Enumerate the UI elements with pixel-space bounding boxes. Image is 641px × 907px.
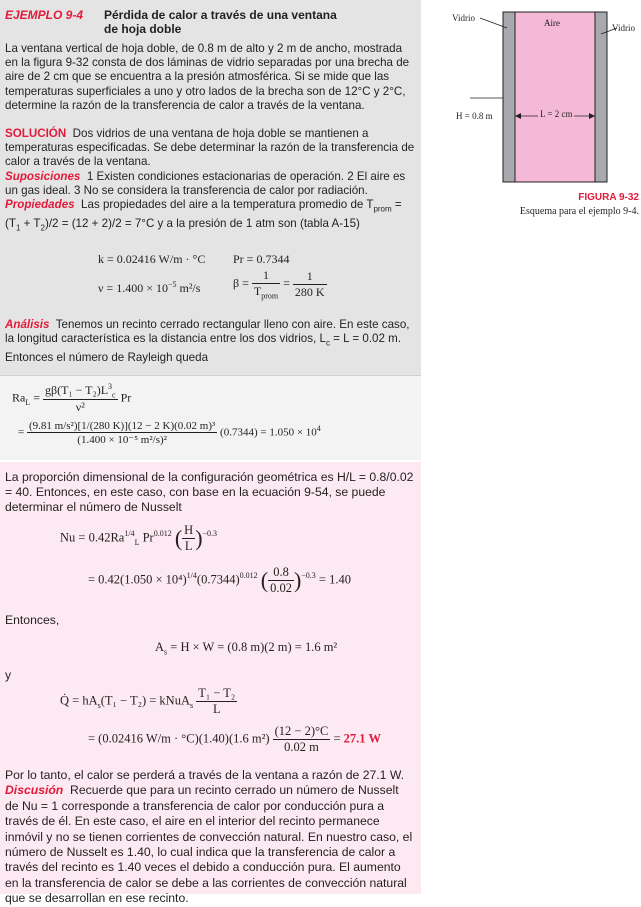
nu-frac-num: H — [184, 523, 194, 537]
label-glass-left: Vidrio — [452, 13, 475, 23]
beta-num: 1 — [252, 268, 280, 284]
conclusion-section — [5, 768, 415, 907]
nu-exp: −0.3 — [202, 529, 218, 539]
problem-text: La ventana vertical de hoja doble, de 0.8 m de alto y 2 m de ancho, mostrada en la figura 9-32 consta de dos láminas de vidrio separadas por una brecha de aire de 2 cm que se encuentra a la presión atmosférica. Si se mide que las temperaturas superficiales a uno y otro lados de la brecha son de 12°C y 2°C, determine la razón de la transferencia de calor a través de la ventana. — [5, 42, 410, 112]
answer-value: 27.1 W — [343, 731, 381, 746]
discussion-label: Discusión — [5, 783, 64, 798]
beta-eq: = — [283, 275, 293, 290]
conclusion-text: Por lo tanto, el calor se perderá a través de la ventana a razón de 27.1 W. — [5, 768, 405, 782]
problem-statement — [5, 42, 417, 113]
ra-pr: Pr — [117, 390, 132, 405]
example-title: Pérdida de calor a través de una ventana de hoja doble — [104, 8, 337, 36]
prop-nu-exp: −5 — [167, 280, 177, 289]
assumptions-text: 1 Existen condiciones estacionarias de operación. 2 El aire es un gas ideal. 3 No se considera la transferencia de calor por radiación. — [5, 169, 406, 197]
ra-num-1: gβ(T₁ − T₂)L — [45, 383, 109, 397]
figure-caption: Esquema para el ejemplo 9-4. — [519, 206, 639, 217]
solution-text: Dos vidrios de una ventana de hoja doble se mantienen a temperaturas especificadas. Se debe determinar la razón de la transferencia de calor a través de la ventana. — [5, 127, 415, 169]
prop-k: k = 0.02416 W/m · °C — [98, 252, 206, 266]
nu-line-1b: Pr — [139, 530, 154, 545]
nu-sup-3: 1/4 — [186, 571, 197, 581]
heat-line-1b: (T₁ − T₂) = kNuA — [100, 693, 190, 708]
prop-nu-unit: m²/s — [176, 281, 201, 295]
label-gap: L = 2 cm — [540, 109, 573, 119]
heat-frac-2 — [273, 724, 331, 755]
beta-lhs: β = — [233, 275, 252, 290]
glass-right — [595, 12, 607, 182]
prop-pr: Pr = 0.7344 — [233, 252, 290, 266]
nu-exp-2: −0.3 — [301, 571, 316, 581]
label-height: H = 0.8 m — [456, 111, 493, 121]
ra-frac-1 — [43, 382, 118, 415]
ra-lhs-sub: L — [25, 397, 31, 407]
aspect-paragraph: La proporción dimensional de la configuración geométrica es H/L = 0.8/0.02 = 40. Entonces, en este caso, con base en la ecuación 9-54, se puede determinar el número de Nusselt — [5, 470, 414, 514]
beta-num-2: 1 — [293, 269, 327, 285]
example-number: EJEMPLO 9-4 — [5, 8, 84, 22]
ra-den-1: ν² — [75, 400, 85, 415]
beta-den-sub: prom — [261, 291, 279, 301]
nu-line-2b: (0.7344) — [196, 572, 240, 587]
nu-frac-2-den: 0.02 — [270, 581, 292, 595]
ra-den-2: (1.400 × 10⁻⁵ m²/s)² — [77, 434, 167, 446]
then-text: Entonces, — [5, 613, 60, 627]
beta-den: T — [253, 284, 262, 298]
prop-nu — [98, 280, 200, 296]
ra-num-2: (9.81 m/s²)[1/(280 K)](12 − 2 K)(0.02 m)³ — [28, 420, 216, 432]
label-glass-right: Vidrio — [612, 23, 635, 33]
assumptions-label: Suposiciones — [5, 169, 81, 183]
prop-nu-value: ν = 1.400 × 10 — [98, 281, 168, 295]
glass-left — [503, 12, 515, 182]
prom-sub: prom — [373, 204, 392, 214]
heat-eq: = — [330, 731, 344, 746]
heat-sub-1: s — [97, 700, 101, 710]
heat-line-1a: Q̇ = hA — [60, 693, 98, 708]
area-rest: = H × W = (0.8 m)(2 m) = 1.6 m² — [167, 640, 338, 654]
nu-frac-2 — [268, 565, 294, 596]
analysis-section — [5, 318, 417, 365]
rayleigh-line-1: $Ra_L$ = $\frac{g\beta(T_1 - T_2)L^3_c}{\text{ν²}}$ Pr — [12, 382, 132, 415]
air-gap — [515, 12, 595, 182]
properties-label: Propiedades — [5, 198, 75, 212]
nu-frac-den: L — [184, 539, 193, 553]
analysis-sub: c — [325, 338, 330, 348]
properties-text: Las propiedades del aire a la temperatura promedio de T — [81, 198, 374, 212]
heat-frac-2-den: 0.02 m — [284, 740, 319, 754]
nu-line-1: Nu = 0.42Ra — [60, 530, 125, 545]
nusselt-line-1: $Nu = 0.42Ra^{1/4}_L$ $Pr^{0.012}$ ( $\frac{H}{L}$ )$^{-0.3}$ — [60, 523, 218, 553]
window-schematic — [440, 0, 641, 210]
heat-line-2a: = (0.02416 W/m · °C)(1.40)(1.6 m²) — [88, 731, 273, 746]
nusselt-line-2: = $0.42(1.050 \times 10^4)^{1/4}(0.7344)^{0.012}$ ( $\frac{0.8}{0.02}$ )$^{-0.3}$ = 1.40 — [88, 565, 351, 595]
heat-line-2 — [88, 724, 381, 755]
analysis-text: Tenemos un recinto cerrado rectangular lleno con aire. En este caso, la longitud característica es la distancia entre los dos vidrios, L — [5, 318, 410, 346]
properties-text-c: + T — [20, 216, 41, 230]
nu-line-2a: = 0.42(1.050 × 10⁴) — [88, 572, 187, 587]
beta-den-2: 280 K — [294, 284, 325, 299]
heat-sub-2: s — [189, 700, 194, 710]
ra-num-1-sup: 3 — [108, 382, 113, 391]
nu-sup-2: 0.012 — [153, 529, 172, 539]
solution-label: SOLUCIÓN — [5, 127, 67, 140]
analysis-label: Análisis — [5, 318, 50, 331]
nu-result: = 1.40 — [315, 572, 351, 587]
area-lhs: A — [155, 640, 165, 654]
area-sub: s — [164, 647, 168, 657]
ra-frac-2 — [27, 420, 217, 446]
ra-num-1-sub: c — [112, 390, 116, 400]
figure-number: FIGURA 9-32 — [578, 192, 639, 203]
discussion-text: Recuerde que para un recinto cerrado un número de Nusselt de Nu = 1 corresponde a transferencia de calor por conducción pura a través de él. En este caso, el aire en el interior del recinto permanece inmóvil y no se tienen corrientes de convección natural. En nuestro caso, el número de Nusselt es 1.40, lo cual indica que la transferencia de calor a través del recinto es 1.40 veces el debido a conducción pura. El aumento en la transferencia de calor se debe a las corrientes de convección natural que se desarrollan en ese recinto. — [5, 783, 413, 906]
beta-frac-1 — [252, 268, 280, 300]
nu-frac-1 — [182, 523, 195, 554]
nu-sub-1: L — [134, 537, 140, 547]
ra-result: (0.7344) = 1.050 × 10 — [217, 426, 317, 439]
label-air: Aire — [544, 18, 560, 28]
analysis-text-end: = L = 0.02 m. Entonces el número de Rayleigh queda — [5, 332, 402, 364]
and-text: y — [5, 668, 12, 682]
solution-section: SOLUCIÓN Dos vidrios de una ventana de hoja doble se mantienen a temperaturas especificadas. Se debe determinar la razón de la transferencia de calor a través de la ventana. Suposiciones 1 Existen condiciones estacionarias de operación. 2 El aire es un gas ideal. 3 No se considera la transferencia de calor por radiación. Propiedades Las propiedades del aire a la temperatura promedio de $T_{prom} = (T_1 + T_2)/2 = (12 + 2)/2 = 7^\circ C$ y a la presión de 1 atm son (tabla A-15) — [5, 127, 415, 232]
heat-frac-num: T₁ − T₂ — [198, 686, 236, 700]
heat-frac-den: L — [212, 702, 221, 716]
ra-result-exp: 4 — [316, 423, 321, 433]
heat-frac-1 — [196, 686, 237, 717]
heat-frac-2-num: (12 − 2)°C — [274, 724, 329, 738]
rayleigh-line-2: = $\frac{\text{(9.81 m/s²)[1/(280 K)](12 − 2 K)(0.02 m)³}}{\text{(1.400 × 10⁻⁵ m²/s)²}}$ $(0.7344) = 1.050 \times 10^4$ — [18, 420, 321, 446]
properties-text-b: = (T — [5, 198, 402, 230]
heat-line-1 — [60, 686, 237, 717]
beta-frac-2 — [293, 269, 327, 300]
nu-frac-2-num: 0.8 — [268, 565, 294, 581]
properties-text-d: )/2 = (12 + 2)/2 = 7°C y a la presión de 1 atm son (tabla A-15) — [44, 216, 360, 230]
nu-sup-1: 1/4 — [124, 529, 135, 539]
ra-lhs: Ra — [12, 390, 26, 405]
area-equation — [155, 640, 337, 657]
nu-sup-4: 0.012 — [239, 571, 258, 581]
prop-beta — [233, 268, 327, 300]
